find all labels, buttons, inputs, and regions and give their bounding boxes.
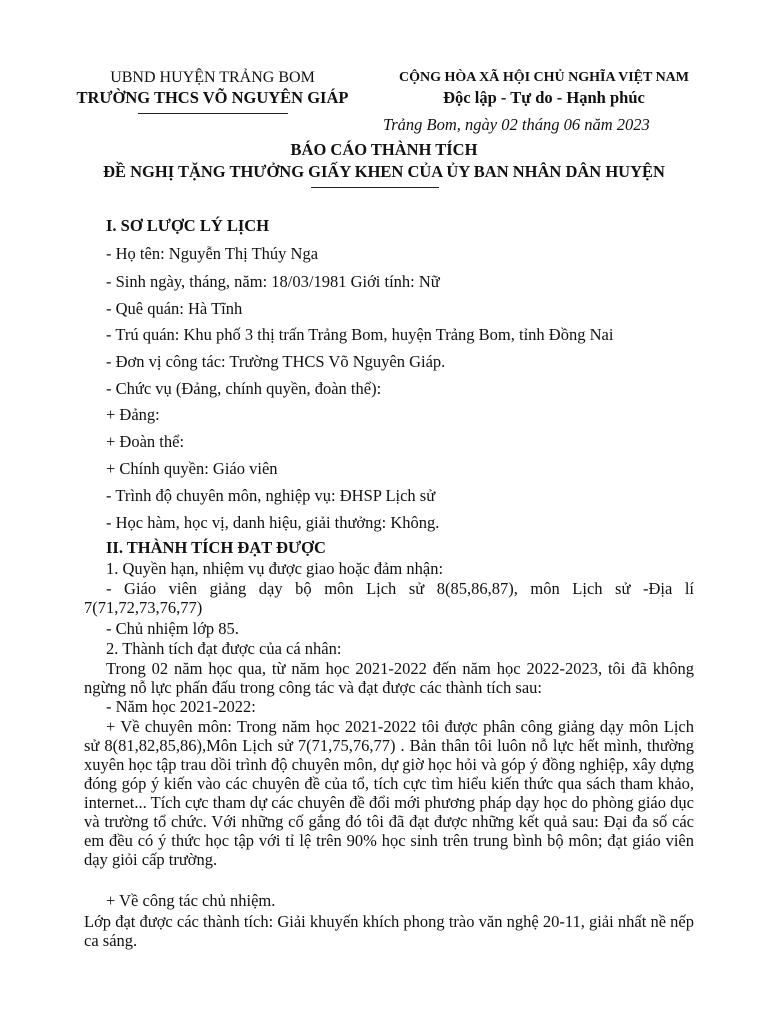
bio-item: - Quê quán: Hà Tĩnh: [106, 299, 243, 318]
class-results: Lớp đạt được các thành tích: Giải khuyến khích phong trào văn nghệ 20-11, giải nhất nề nếp ca sáng.: [84, 912, 694, 950]
header-left-rule: [138, 113, 288, 114]
bio-item: - Trú quán: Khu phố 3 thị trấn Trảng Bom, huyện Trảng Bom, tỉnh Đồng Nai: [106, 325, 614, 344]
achievements-heading: 2. Thành tích đạt được của cá nhân:: [106, 639, 342, 658]
bio-item: - Sinh ngày, tháng, năm: 18/03/1981 Giới tính: Nữ: [106, 272, 440, 291]
national-motto: Độc lập - Tự do - Hạnh phúc: [443, 88, 645, 107]
achievements-intro: Trong 02 năm học qua, từ năm học 2021-2022 đến năm học 2022-2023, tôi đã không ngừng nỗ lực phấn đấu trong công tác và đạt được các thành tích sau:: [84, 659, 694, 697]
school-year: - Năm học 2021-2022:: [106, 697, 256, 716]
duty-teaching: - Giáo viên giảng dạy bộ môn Lịch sử 8(85,86,87), môn Lịch sử -Địa lí 7(71,72,73,76,77): [84, 579, 694, 617]
bio-item: + Đoàn thể:: [106, 432, 185, 451]
bio-item: - Học hàm, học vị, danh hiệu, giải thưởng: Không.: [106, 513, 440, 532]
national-header: [368, 68, 720, 108]
district-committee: UBND HUYỆN TRẢNG BOM: [110, 69, 315, 86]
national-title: CỘNG HÒA XÃ HỘI CHỦ NGHĨA VIỆT NAM: [398, 70, 689, 85]
duty-homeroom: - Chủ nhiệm lớp 85.: [106, 619, 239, 638]
section-2-heading: II. THÀNH TÍCH ĐẠT ĐƯỢC: [106, 538, 326, 557]
bio-item: - Trình độ chuyên môn, nghiệp vụ: ĐHSP Lịch sử: [106, 486, 436, 505]
section-1-heading: I. SƠ LƯỢC LÝ LỊCH: [106, 216, 270, 235]
document-date: Trảng Bom, ngày 02 tháng 06 năm 2023: [383, 115, 650, 134]
title-rule: [311, 187, 439, 188]
report-subtitle: ĐỀ NGHỊ TẶNG THƯỞNG GIẤY KHEN CỦA ỦY BAN NHÂN DÂN HUYỆN: [103, 162, 665, 181]
bio-item: - Chức vụ (Đảng, chính quyền, đoàn thể):: [106, 379, 382, 398]
bio-item: + Chính quyền: Giáo viên: [106, 459, 278, 478]
school-name: TRƯỜNG THCS VÕ NGUYÊN GIÁP: [76, 88, 349, 107]
report-title: BÁO CÁO THÀNH TÍCH: [290, 140, 478, 159]
bio-item: - Đơn vị công tác: Trường THCS Võ Nguyên Giáp.: [106, 352, 446, 371]
duties-heading: 1. Quyền hạn, nhiệm vụ được giao hoặc đảm nhận:: [106, 559, 444, 578]
agency-header: [60, 68, 365, 114]
homeroom-heading: + Về công tác chủ nhiệm.: [106, 891, 276, 910]
expertise-paragraph: + Về chuyên môn: Trong năm học 2021-2022 tôi được phân công giảng dạy môn Lịch sử 8(81,82,85,86),Môn Lịch sử 7(71,75,76,77) . Bản thân tôi luôn nỗ lực hết mình, thường xuyên học tập trau dồi trình độ chuyên môn, dự giờ học hỏi và góp ý đồng nghiệp, xây dựng đóng góp ý kiến vào các chuyên đề của tổ, tích cực tìm hiểu kiến thức qua sách tham khảo, internet... Tích cực tham dự các chuyên đề đổi mới phương pháp dạy học do phòng giáo dục và trường tổ chức. Với những cố gắng đó tôi đã đạt được những kết quả sau: Đại đa số các em đều có ý thức học tập với tỉ lệ trên 90% học sinh trên trung bình bộ môn; đạt giáo viên dạy giỏi cấp trường.: [84, 717, 694, 869]
bio-item: - Họ tên: Nguyễn Thị Thúy Nga: [106, 244, 319, 263]
bio-item: + Đảng:: [106, 405, 160, 424]
